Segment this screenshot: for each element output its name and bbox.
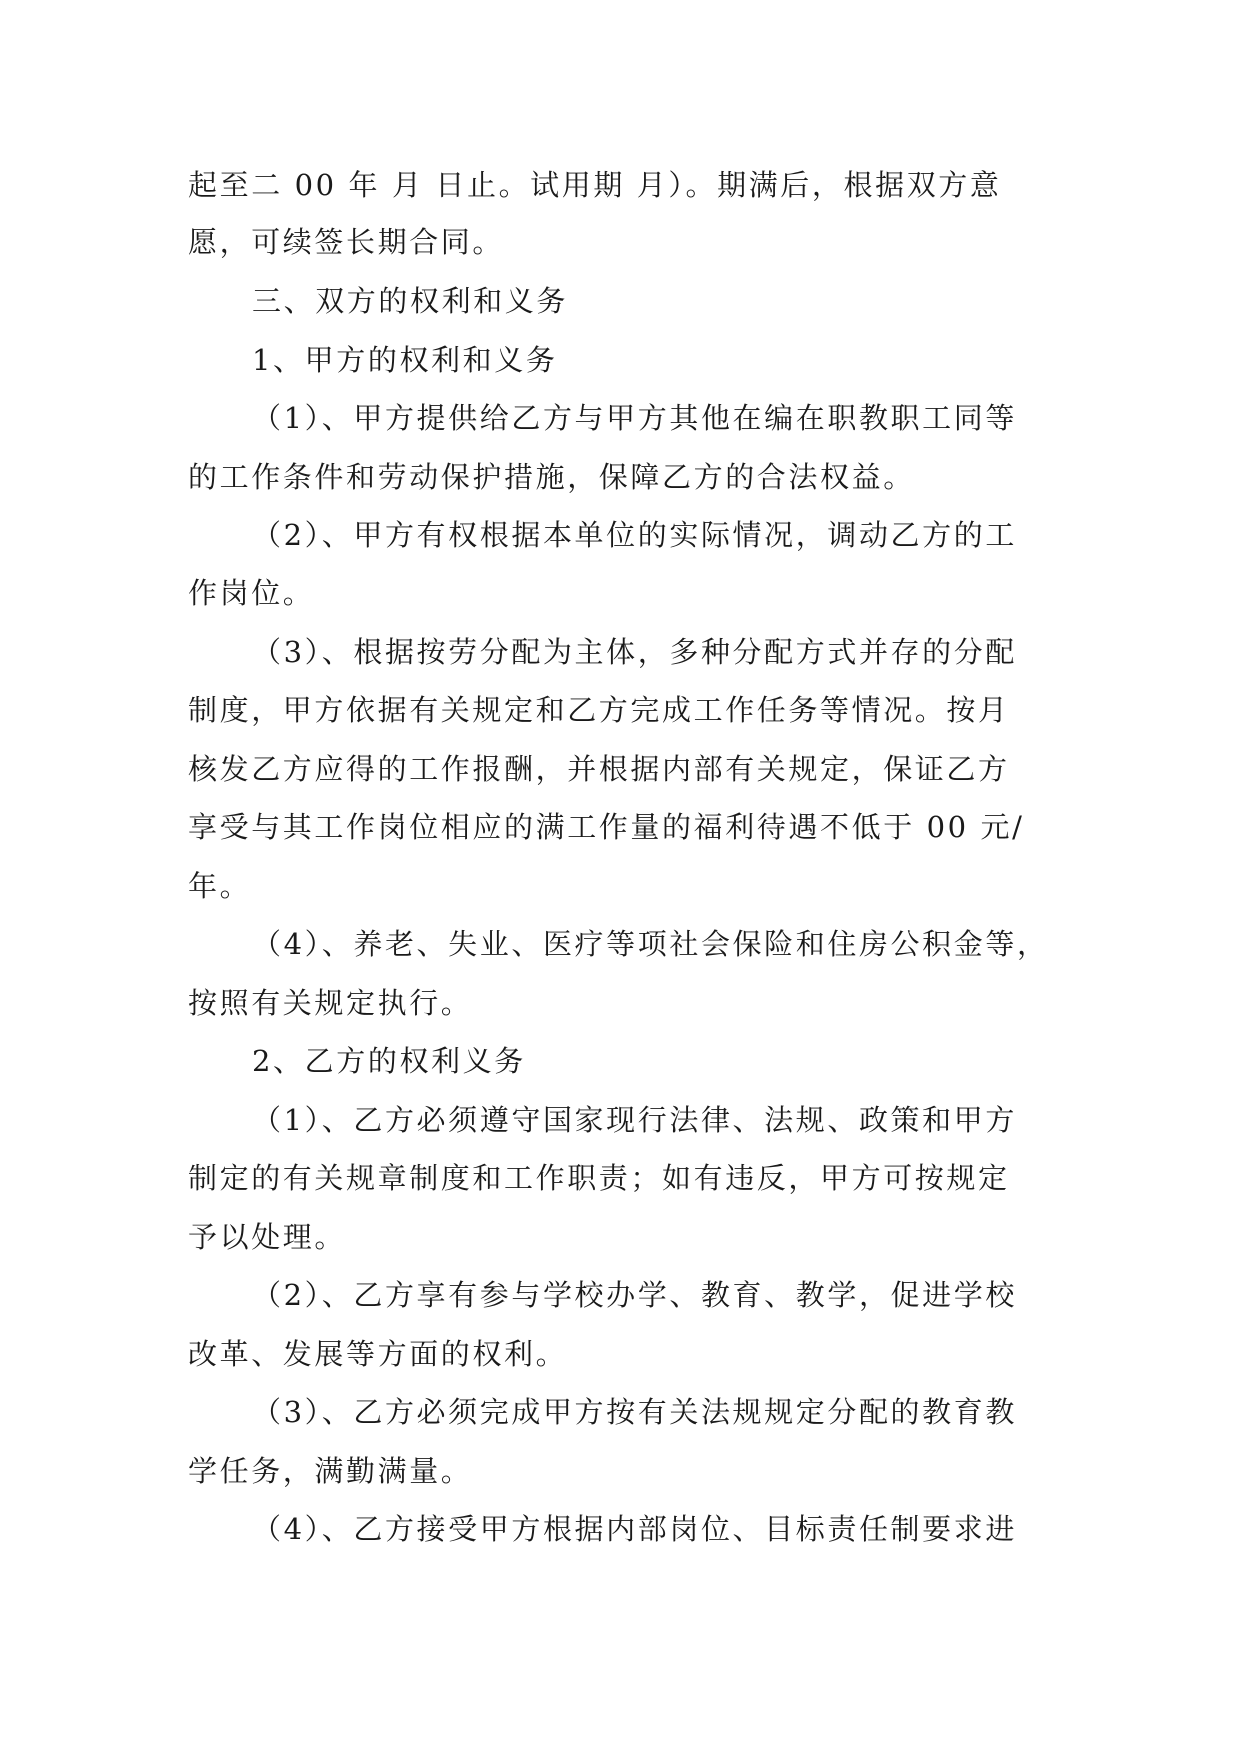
clause-start: （2）、乙方享有参与学校办学、教育、教学，促进学校 [252,1278,1017,1312]
subsection-heading: 1、甲方的权利和义务 [252,343,558,377]
text-line: 学任务，满勤满量。 [188,1454,473,1488]
clause-start: （1）、乙方必须遵守国家现行法律、法规、政策和甲方 [252,1103,1017,1137]
subsection-heading: 2、乙方的权利义务 [252,1044,526,1078]
text-line: 予以处理。 [188,1220,347,1254]
clause-start: （3）、乙方必须完成甲方按有关法规规定分配的教育教 [252,1395,1017,1429]
text-line: 制度，甲方依据有关规定和乙方完成工作任务等情况。按月 [188,693,1010,727]
text-line: 起至二 00 年 月 日止。试用期 月）。期满后，根据双方意 [188,168,1002,202]
text-line: 核发乙方应得的工作报酬，并根据内部有关规定，保证乙方 [188,752,1010,786]
text-line: 年。 [188,869,252,903]
clause-start: （4）、乙方接受甲方根据内部岗位、目标责任制要求进 [252,1512,1017,1546]
section-heading: 三、双方的权利和义务 [252,284,569,318]
text-line: 的工作条件和劳动保护措施，保障乙方的合法权益。 [188,460,915,494]
clause-start: （4）、养老、失业、医疗等项社会保险和住房公积金等， [252,927,1049,961]
text-line: 改革、发展等方面的权利。 [188,1337,568,1371]
text-line: 制定的有关规章制度和工作职责；如有违反，甲方可按规定 [188,1161,1010,1195]
text-line: 按照有关规定执行。 [188,986,473,1020]
text-line: 愿，可续签长期合同。 [188,225,505,259]
clause-start: （1）、甲方提供给乙方与甲方其他在编在职教职工同等 [252,401,1017,435]
text-line: 享受与其工作岗位相应的满工作量的福利待遇不低于 00 元/ [188,810,1025,844]
clause-start: （2）、甲方有权根据本单位的实际情况，调动乙方的工 [252,518,1017,552]
text-line: 作岗位。 [188,576,315,610]
clause-start: （3）、根据按劳分配为主体，多种分配方式并存的分配 [252,635,1017,669]
